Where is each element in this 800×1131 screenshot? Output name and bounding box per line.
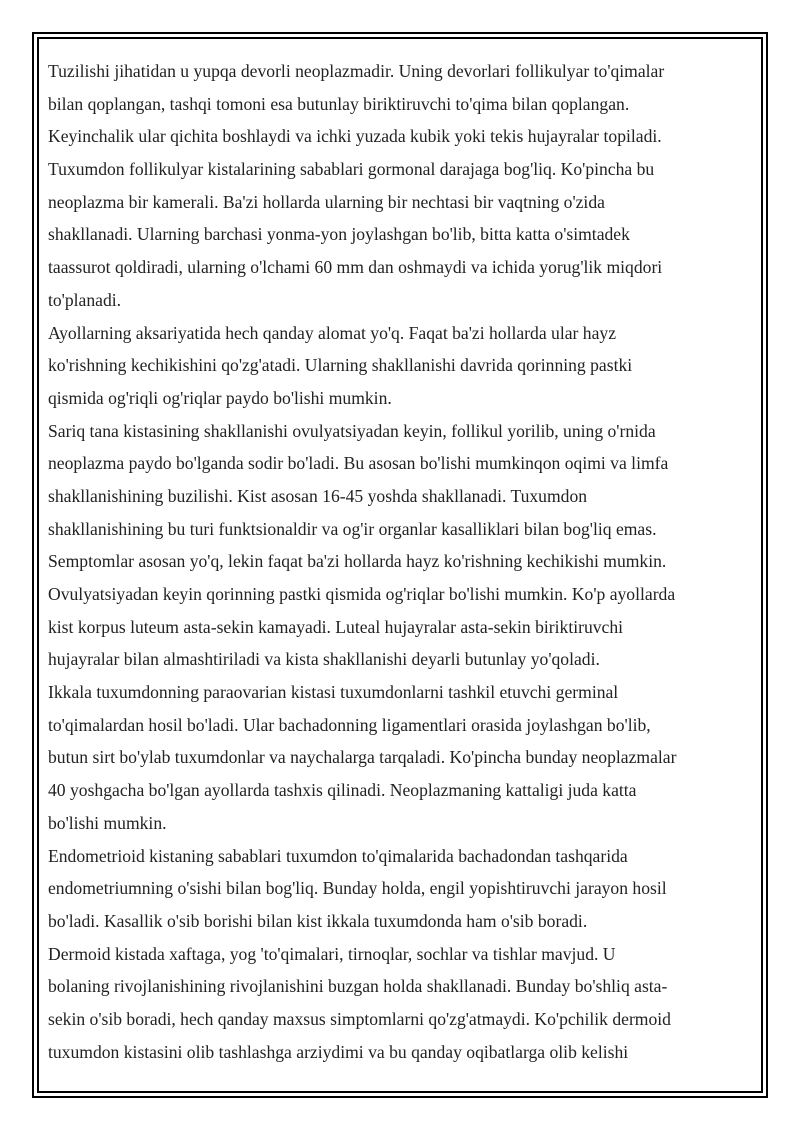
text-line: Sariq tana kistasining shakllanishi ovulyatsiyadan keyin, follikul yorilib, uning o'rnida <box>48 420 656 441</box>
text-line: Tuxumdon follikulyar kistalarining sabablari gormonal darajaga bog'liq. Ko'pincha bu <box>48 159 655 180</box>
text-line: qismida og'riqli og'riqlar paydo bo'lishi mumkin. <box>48 387 392 408</box>
text-line: Endometrioid kistaning sabablari tuxumdon to'qimalarida bachadondan tashqarida <box>48 845 628 866</box>
text-line: shakllanishining bu turi funktsionaldir va og'ir organlar kasalliklari bilan bog'liq emas. <box>48 518 657 539</box>
text-line: Ayollarning aksariyatida hech qanday alomat yo'q. Faqat ba'zi hollarda ular hayz <box>48 322 617 343</box>
text-line: neoplazma bir kamerali. Ba'zi hollarda ularning bir nechtasi bir vaqtning o'zida <box>48 191 605 212</box>
text-line: taassurot qoldiradi, ularning o'lchami 60 mm dan oshmaydi va ichida yorug'lik miqdori <box>48 257 663 278</box>
text-line: Semptomlar asosan yo'q, lekin faqat ba'zi hollarda hayz ko'rishning kechikishi mumkin. <box>48 551 667 572</box>
text-line: Keyinchalik ular qichita boshlaydi va ichki yuzada kubik yoki tekis hujayralar topiladi. <box>48 126 662 147</box>
text-line: 40 yoshgacha bo'lgan ayollarda tashxis qilinadi. Neoplazmaning kattaligi juda katta <box>48 780 637 801</box>
text-line: bolaning rivojlanishining rivojlanishini buzgan holda shakllanadi. Bunday bo'shliq asta- <box>48 976 668 997</box>
text-line: neoplazma paydo bo'lganda sodir bo'ladi. Bu asosan bo'lishi mumkinqon oqimi va limfa <box>48 453 669 474</box>
text-line: to'planadi. <box>48 289 122 310</box>
text-line: tuxumdon kistasini olib tashlashga arziydimi va bu qanday oqibatlarga olib kelishi <box>48 1041 629 1062</box>
text-line: sekin o'sib boradi, hech qanday maxsus simptomlarni qo'zg'atmaydi. Ko'pchilik dermoid <box>48 1008 671 1029</box>
text-line: kist korpus luteum asta-sekin kamayadi. Luteal hujayralar asta-sekin biriktiruvchi <box>48 616 624 637</box>
text-line: butun sirt bo'ylab tuxumdonlar va naychalarga tarqaladi. Ko'pincha bunday neoplazmalar <box>48 747 677 768</box>
text-line: bilan qoplangan, tashqi tomoni esa butunlay biriktiruvchi to'qima bilan qoplangan. <box>48 93 630 114</box>
text-line: to'qimalardan hosil bo'ladi. Ular bachadonning ligamentlari orasida joylashgan bo'lib, <box>48 714 651 735</box>
text-line: bo'lishi mumkin. <box>48 812 167 833</box>
text-line: bo'ladi. Kasallik o'sib borishi bilan kist ikkala tuxumdonda ham o'sib boradi. <box>48 910 588 931</box>
text-line: shakllanishining buzilishi. Kist asosan 16-45 yoshda shakllanadi. Tuxumdon <box>48 485 588 506</box>
text-line: Tuzilishi jihatidan u yupqa devorli neoplazmadir. Uning devorlari follikulyar to'qimalar <box>48 61 665 81</box>
text-line: shakllanadi. Ularning barchasi yonma-yon joylashgan bo'lib, bitta katta o'simtadek <box>48 224 630 245</box>
text-line: Ovulyatsiyadan keyin qorinning pastki qismida og'riqlar bo'lishi mumkin. Ko'p ayollarda <box>48 584 676 604</box>
text-line: endometriumning o'sishi bilan bog'liq. Bunday holda, engil yopishtiruvchi jarayon hosil <box>48 878 667 899</box>
text-line: Ikkala tuxumdonning paraovarian kistasi tuxumdonlarni tashkil etuvchi germinal <box>48 682 619 703</box>
document-body <box>48 55 768 1068</box>
text-line: Dermoid kistada xaftaga, yog 'to'qimalari, tirnoqlar, sochlar va tishlar mavjud. U <box>48 943 616 964</box>
text-line: ko'rishning kechikishini qo'zg'atadi. Ularning shakllanishi davrida qorinning pastki <box>48 355 633 376</box>
text-line: hujayralar bilan almashtiriladi va kista shakllanishi deyarli butunlay yo'qoladi. <box>48 649 600 670</box>
